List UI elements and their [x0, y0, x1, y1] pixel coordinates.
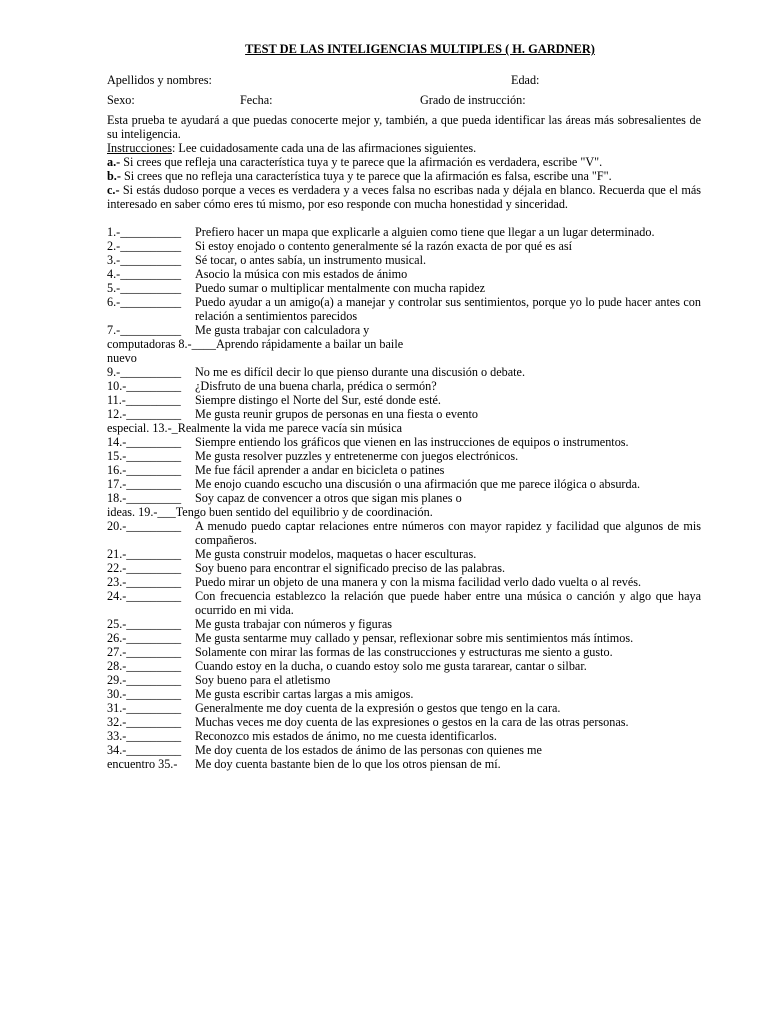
question-number[interactable]: 29.-_________ [107, 673, 182, 687]
question-number[interactable]: 32.-_________ [107, 715, 182, 729]
edad-label: Edad: [511, 73, 540, 87]
question-number[interactable]: 12.-_________ [107, 407, 182, 421]
question-number[interactable]: 6.-__________ [107, 295, 182, 309]
question-line: nuevo [107, 351, 137, 365]
question-text: Me gusta escribir cartas largas a mis amigos. [195, 687, 414, 701]
question-text: Asocio la música con mis estados de ánimo [195, 267, 408, 281]
question-item [107, 757, 701, 771]
question-text: Reconozco mis estados de ánimo, no me cuesta identificarlos. [195, 729, 497, 743]
question-number[interactable]: 31.-_________ [107, 701, 182, 715]
option-b [107, 169, 701, 183]
header-row-2 [107, 93, 701, 107]
question-item [107, 519, 701, 547]
question-item [107, 575, 701, 589]
question-item [107, 225, 701, 239]
question-number[interactable]: 34.-_________ [107, 743, 182, 757]
apellidos-label: Apellidos y nombres: [107, 73, 212, 87]
question-text: Puedo ayudar a un amigo(a) a manejar y controlar sus sentimientos, porque yo lo pude hacer antes con relación a sentimientos parecidos [195, 295, 701, 323]
question-text: Si estoy enojado o contento generalmente sé la razón exacta de por qué es así [195, 239, 572, 253]
question-text: Soy capaz de convencer a otros que sigan mis planes o [195, 491, 462, 505]
question-text: Me gusta sentarme muy callado y pensar, reflexionar sobre mis sentimientos más íntimos. [195, 631, 634, 645]
question-text: Prefiero hacer un mapa que explicarle a alguien como tiene que llegar a un lugar determinado. [195, 225, 655, 239]
question-number[interactable]: 30.-_________ [107, 687, 182, 701]
question-item [107, 267, 701, 281]
question-line: especial. 13.-_Realmente la vida me parece vacía sin música [107, 421, 403, 435]
question-item [107, 631, 701, 645]
question-item [107, 491, 701, 505]
question-item [107, 547, 701, 561]
instructions [107, 141, 701, 155]
question-number[interactable]: 11.-_________ [107, 393, 181, 407]
question-number[interactable]: 1.-__________ [107, 225, 182, 239]
question-number[interactable]: 2.-__________ [107, 239, 182, 253]
question-item [107, 561, 701, 575]
option-c-text: Si estás dudoso porque a veces es verdadera y a veces falsa no escribas nada y déjala en blanco. Recuerda que el más interesado en saber cómo eres tú mismo, por eso responde con mucha honestidad y sinceridad. [107, 183, 701, 211]
question-number[interactable]: 7.-__________ [107, 323, 182, 337]
document-page [107, 42, 701, 771]
question-text: Siempre entiendo los gráficos que vienen en las instrucciones de equipos o instrumentos. [195, 435, 629, 449]
question-number[interactable]: 18.-_________ [107, 491, 182, 505]
question-item [107, 449, 701, 463]
option-b-text: Si crees que no refleja una característica tuya y te parece que la afirmación es falsa, escribe una "F". [120, 169, 612, 183]
question-item [107, 407, 701, 421]
question-text: Solamente con mirar las formas de las construcciones y estructuras me siento a gusto. [195, 645, 613, 659]
question-text: Me doy cuenta de los estados de ánimo de las personas con quienes me [195, 743, 542, 757]
question-number[interactable]: 25.-_________ [107, 617, 182, 631]
question-item [107, 253, 701, 267]
question-number[interactable]: encuentro 35.- [107, 757, 178, 771]
grado-label: Grado de instrucción: [420, 93, 526, 107]
question-number[interactable]: 14.-_________ [107, 435, 182, 449]
question-text: Sé tocar, o antes sabía, un instrumento musical. [195, 253, 427, 267]
question-item [107, 239, 701, 253]
question-item [107, 617, 701, 631]
question-number[interactable]: 26.-_________ [107, 631, 182, 645]
question-text: Me enojo cuando escucho una discusión o una afirmación que me parece ilógica o absurda. [195, 477, 641, 491]
option-a-text: Si crees que refleja una característica tuya y te parece que la afirmación es verdadera, escribe "V". [120, 155, 603, 169]
question-text: ¿Disfruto de una buena charla, prédica o sermón? [195, 379, 437, 393]
question-item [107, 323, 701, 337]
question-item [107, 645, 701, 659]
question-item [107, 589, 701, 617]
question-text: Me gusta reunir grupos de personas en una fiesta o evento [195, 407, 478, 421]
question-text: Con frecuencia establezco la relación que puede haber entre una música o canción y algo que haya ocurrido en mi vida. [195, 589, 701, 617]
question-item [107, 659, 701, 673]
question-text: Me fue fácil aprender a andar en bicicleta o patines [195, 463, 445, 477]
option-a [107, 155, 701, 169]
question-number[interactable]: 17.-_________ [107, 477, 182, 491]
question-text: Me gusta construir modelos, maquetas o hacer esculturas. [195, 547, 477, 561]
question-item [107, 743, 701, 757]
sexo-label: Sexo: [107, 93, 135, 107]
question-item [107, 435, 701, 449]
question-item [107, 673, 701, 687]
question-number[interactable]: 9.-__________ [107, 365, 182, 379]
question-text: A menudo puedo captar relaciones entre números con mayor rapidez y facilidad que algunos de mis compañeros. [195, 519, 701, 547]
question-item [107, 701, 701, 715]
question-text: Soy bueno para encontrar el significado preciso de las palabras. [195, 561, 505, 575]
question-text: Puedo mirar un objeto de una manera y con la misma facilidad verlo dado vuelta o al revés. [195, 575, 642, 589]
option-c [107, 183, 701, 211]
instructions-text: : Lee cuidadosamente cada una de las afirmaciones siguientes. [171, 141, 477, 155]
question-text: Me gusta trabajar con números y figuras [195, 617, 392, 631]
question-number[interactable]: 5.-__________ [107, 281, 182, 295]
question-number[interactable]: 16.-_________ [107, 463, 182, 477]
question-list [107, 225, 701, 771]
header-row-1 [107, 73, 701, 87]
option-c-key: c.- [107, 183, 120, 197]
question-line: computadoras 8.-____Aprendo rápidamente a bailar un baile [107, 337, 404, 351]
question-item [107, 477, 701, 491]
option-b-key: b.- [107, 169, 121, 183]
question-text: Muchas veces me doy cuenta de las expresiones o gestos en la cara de las otras personas. [195, 715, 629, 729]
question-text: No me es difícil decir lo que pienso durante una discusión o debate. [195, 365, 525, 379]
question-item [107, 295, 701, 323]
question-number[interactable]: 15.-_________ [107, 449, 182, 463]
question-number[interactable]: 20.-_________ [107, 519, 182, 533]
question-item [107, 715, 701, 729]
question-number[interactable]: 3.-__________ [107, 253, 182, 267]
question-number[interactable]: 21.-_________ [107, 547, 182, 561]
question-text: Cuando estoy en la ducha, o cuando estoy solo me gusta tararear, cantar o silbar. [195, 659, 587, 673]
question-number[interactable]: 28.-_________ [107, 659, 182, 673]
fecha-label: Fecha: [240, 93, 273, 107]
option-a-key: a.- [107, 155, 121, 169]
question-text: Soy bueno para el atletismo [195, 673, 331, 687]
question-text: Puedo sumar o multiplicar mentalmente con mucha rapidez [195, 281, 486, 295]
question-item [107, 729, 701, 743]
question-line: ideas. 19.-___Tengo buen sentido del equilibrio y de coordinación. [107, 505, 433, 519]
question-number[interactable]: 24.-_________ [107, 589, 182, 603]
question-text: Me gusta resolver puzzles y entretenerme con juegos electrónicos. [195, 449, 519, 463]
question-number[interactable]: 22.-_________ [107, 561, 182, 575]
question-text: Me gusta trabajar con calculadora y [195, 323, 370, 337]
page-title: TEST DE LAS INTELIGENCIAS MULTIPLES ( H. GARDNER) [245, 42, 595, 56]
question-text: Generalmente me doy cuenta de la expresión o gestos que tengo en la cara. [195, 701, 561, 715]
question-number[interactable]: 4.-__________ [107, 267, 182, 281]
question-number[interactable]: 10.-_________ [107, 379, 182, 393]
intro-text: Esta prueba te ayudará a que puedas conocerte mejor y, también, a que pueda identificar las áreas más sobresalientes de su inteligencia. [107, 113, 701, 141]
question-number[interactable]: 23.-_________ [107, 575, 182, 589]
question-item [107, 393, 701, 407]
question-item [107, 463, 701, 477]
instructions-label: Instrucciones [107, 141, 172, 155]
question-number[interactable]: 27.-_________ [107, 645, 182, 659]
question-item [107, 365, 701, 379]
question-text: Siempre distingo el Norte del Sur, esté donde esté. [195, 393, 441, 407]
question-item [107, 687, 701, 701]
question-number[interactable]: 33.-_________ [107, 729, 182, 743]
question-item [107, 281, 701, 295]
question-text: Me doy cuenta bastante bien de lo que los otros piensan de mí. [195, 757, 501, 771]
question-item [107, 379, 701, 393]
